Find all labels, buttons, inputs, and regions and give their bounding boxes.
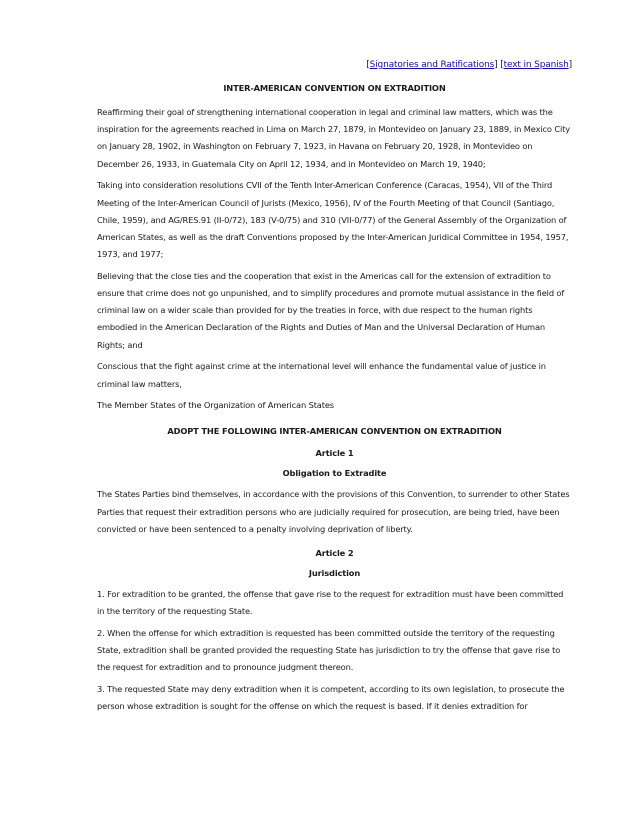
article-title: Jurisdiction [308, 568, 361, 579]
article-paragraph: The States Parties bind themselves, in accordance with the provisions of this Convention, to surrender to other States Parties that request their extradition persons who are judicially required for prosecution, are being tried, have been convicted or have been sentenced to a penalty involving deprivation of liberty. [97, 489, 570, 534]
preamble-paragraph: Believing that the close ties and the cooperation that exist in the Americas call for the extension of extradition to ensure that crime does not go unpunished, and to simplify procedures and promote mutual assistance in the field of criminal law on a wider scale than provided for by the treaties in force, with due respect to the human rights embodied in the American Declaration of the Rights and Duties of Man and the Universal Declaration of Human Rights; and [97, 270, 565, 350]
article-paragraph: 1. For extradition to be granted, the offense that gave rise to the request for extradition must have been committed in the territory of the requesting State. [97, 589, 564, 617]
spanish-text-link[interactable]: text in Spanish [503, 60, 569, 70]
document-page [97, 58, 572, 720]
signatories-link[interactable]: Signatories and Ratifications [369, 60, 495, 70]
adopt-heading: ADOPT THE FOLLOWING INTER-AMERICAN CONVENTION ON EXTRADITION [167, 426, 502, 437]
bracket: [ [366, 60, 370, 70]
article-number: Article 2 [315, 548, 354, 559]
document-title: INTER-AMERICAN CONVENTION ON EXTRADITION [223, 83, 446, 93]
article-paragraph: 3. The requested State may deny extradition when it is competent, according to its own legislation, to prosecute the person whose extradition is sought for the offense on which the request is based. If it denies extradition for [97, 684, 565, 712]
top-links [97, 58, 572, 72]
article-title: Obligation to Extradite [282, 468, 387, 479]
preamble-paragraph: The Member States of the Organization of American States [97, 400, 334, 411]
article-paragraph: 2. When the offense for which extradition is requested has been committed outside the territory of the requesting State, extradition shall be granted provided the requesting State has jurisdiction to try the offense that gave rise to the request for extradition and to pronounce judgment thereon. [97, 627, 561, 673]
preamble-paragraph: Reaffirming their goal of strengthening international cooperation in legal and criminal law matters, which was the inspiration for the agreements reached in Lima on March 27, 1879, in Montevideo on January 23, 1889, in Mexico City on January 28, 1902, in Washington on February 7, 1923, in Havana on February 20, 1928, in Montevideo on December 26, 1933, in Guatemala City on April 12, 1934, and in Montevideo on March 19, 1940; [97, 107, 570, 169]
preamble-paragraph: Conscious that the fight against crime at the international level will enhance the fundamental value of justice in criminal law matters, [97, 361, 546, 389]
bracket: ] [ [494, 60, 504, 70]
article-number: Article 1 [315, 448, 354, 459]
preamble-paragraph: Taking into consideration resolutions CVII of the Tenth Inter-American Conference (Caracas, 1954), VII of the Third Meeting of the Inter-American Council of Jurists (Mexico, 1956), IV of the Fourth Meeting of that Council (Santiago, Chile, 1959), and AG/RES.91 (II-0/72), 183 (V-0/75) and 310 (VII-0/77) of the General Assembly of the Organization of American States, as well as the draft Conventions proposed by the Inter-American Juridical Committee in 1954, 1957, 1973, and 1977; [97, 180, 569, 260]
bracket: ] [568, 60, 572, 70]
